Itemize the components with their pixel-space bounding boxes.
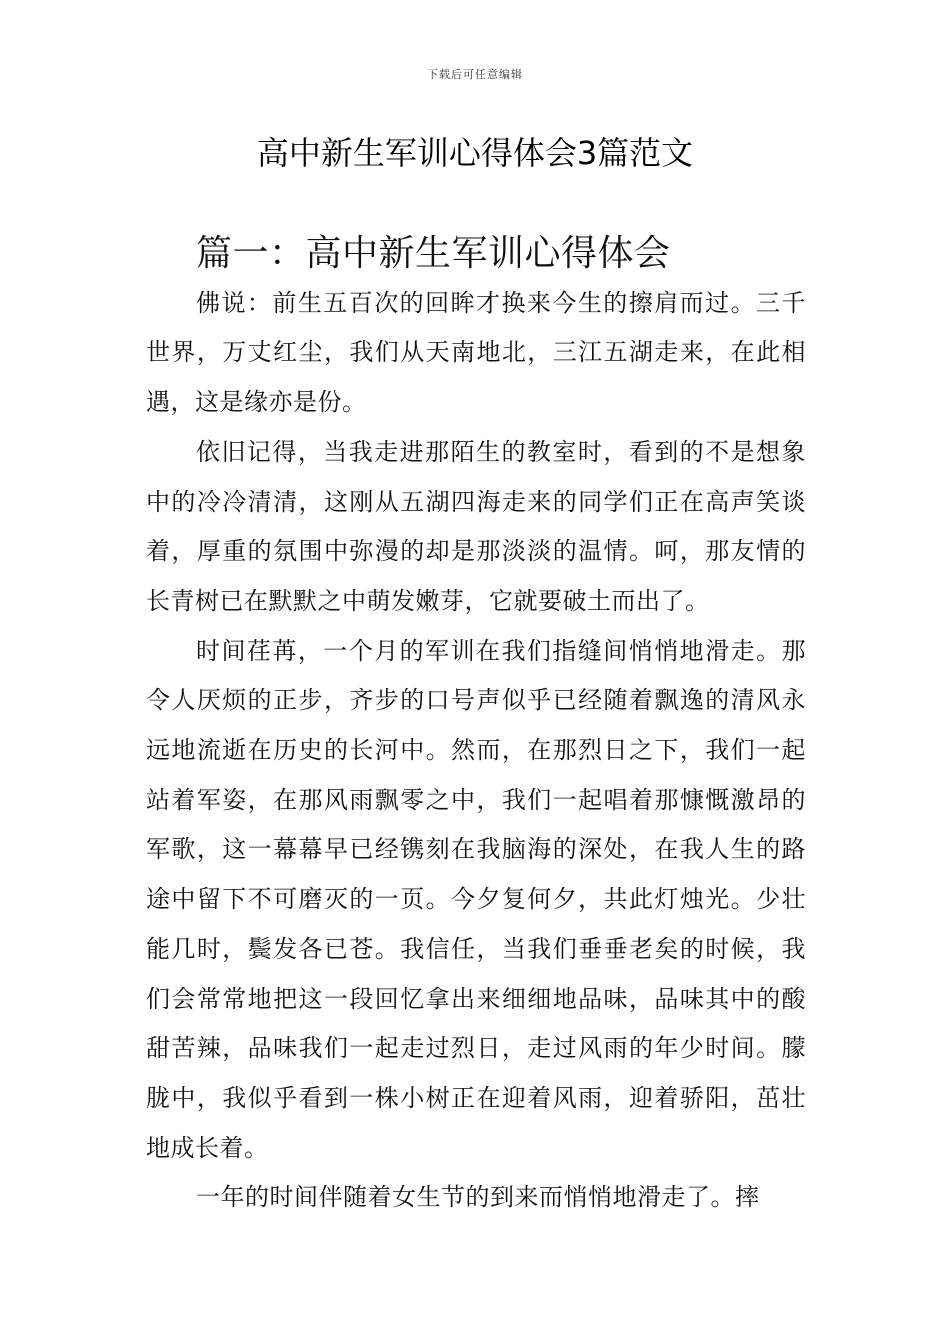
- section-heading: 篇一：高中新生军训心得体会: [196, 233, 671, 274]
- document-body: [146, 229, 806, 1223]
- paragraph: 一年的时间伴随着女生节的到来而悄悄地滑走了。摔: [196, 1183, 760, 1212]
- header-note: 下载后可任意编辑: [427, 68, 523, 81]
- paragraph: 依旧记得，当我走进那陌生的教室时，看到的不是想象中的冷冷清清，这刚从五湖四海走来的同学们正在高声笑谈着，厚重的氛围中弥漫的却是那淡淡的温情。呵，那友情的长青树已在默默之中萌发嫩芽，它就要破土而出了。: [146, 437, 806, 615]
- document-title: 高中新生军训心得体会3篇范文: [256, 134, 694, 172]
- paragraph: 时间荏苒，一个月的军训在我们指缝间悄悄地滑走。那令人厌烦的正步，齐步的口号声似乎已经随着飘逸的清风永远地流逝在历史的长河中。然而，在那烈日之下，我们一起站着军姿，在那风雨飘零之中，我们一起唱着那慷慨激昂的军歌，这一幕幕早已经镌刻在我脑海的深处，在我人生的路途中留下不可磨灭的一页。今夕复何夕，共此灯烛光。少壮能几时，鬓发各已苍。我信任，当我们垂垂老矣的时候，我们会常常地把这一段回忆拿出来细细地品味，品味其中的酸甜苦辣，品味我们一起走过烈日，走过风雨的年少时间。朦胧中，我似乎看到一株小树正在迎着风雨，迎着骄阳，茁壮地成长着。: [146, 636, 806, 1162]
- paragraph: 佛说：前生五百次的回眸才换来今生的擦肩而过。三千世界，万丈红尘，我们从天南地北，三江五湖走来，在此相遇，这是缘亦是份。: [146, 288, 806, 417]
